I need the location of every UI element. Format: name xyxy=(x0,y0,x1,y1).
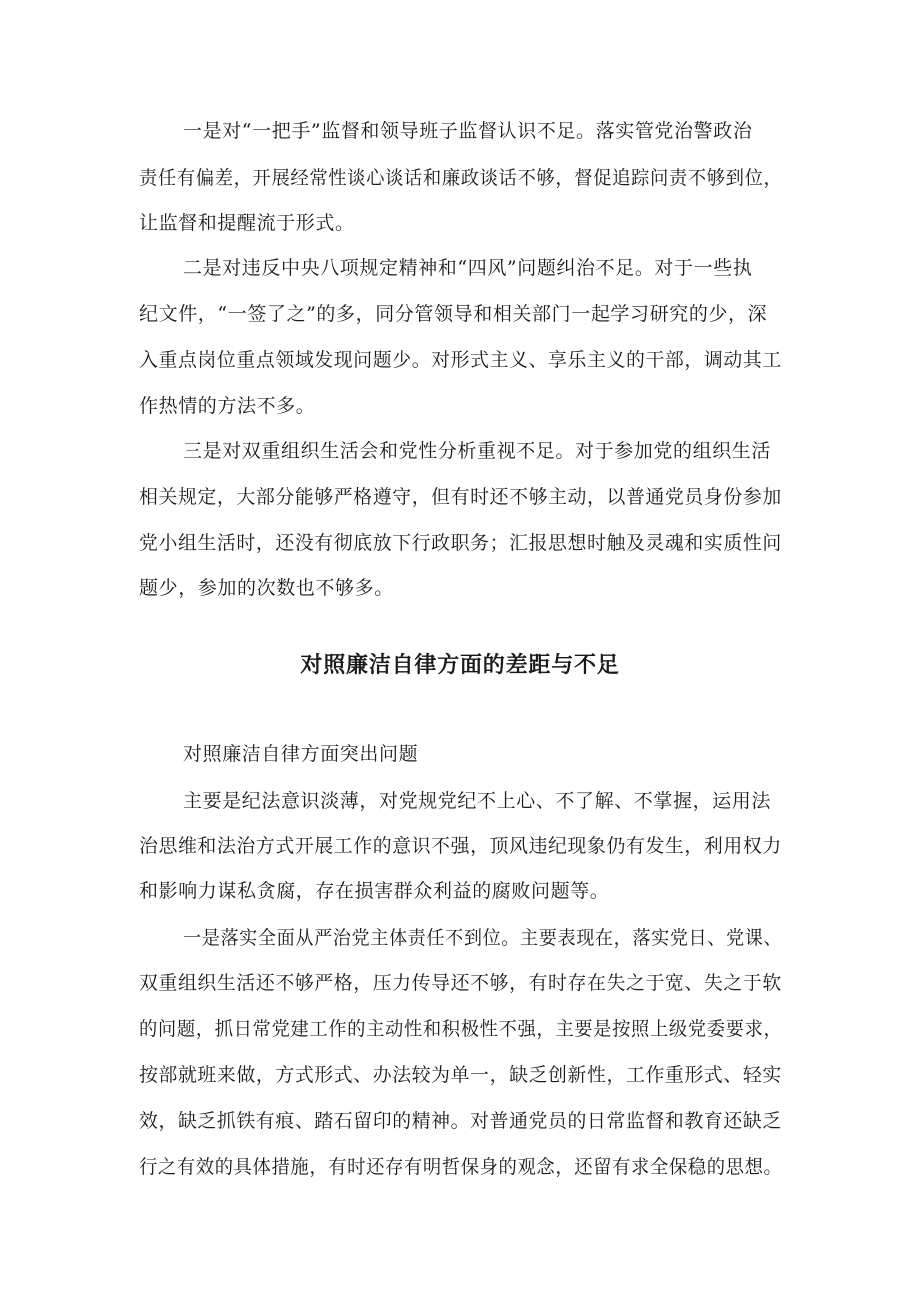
paragraph-line: 双重组织生活还不够严格，压力传导还不够，有时存在失之于宽、失之于软 xyxy=(139,972,782,994)
paragraph-line: 入重点岗位重点领域发现问题少。对形式主义、享乐主义的干部，调动其工 xyxy=(139,349,782,371)
paragraph-line: 的问题，抓日常党建工作的主动性和积极性不强，主要是按照上级党委要求， xyxy=(139,1018,783,1040)
paragraph-line: 一是对“一把手”监督和领导班子监督认识不足。落实管党治警政治 xyxy=(183,120,753,142)
paragraph-line: 治思维和法治方式开展工作的意识不强，顶风违纪现象仍有发生，利用权力 xyxy=(139,835,782,857)
paragraph-line: 二是对违反中央八项规定精神和“四风”问题纠治不足。对于一些执 xyxy=(183,257,753,279)
section-heading: 对照廉洁自律方面的差距与不足 xyxy=(300,653,620,678)
paragraph-line: 一是落实全面从严治党主体责任不到位。主要表现在，落实党日、党课、 xyxy=(183,927,783,949)
paragraph-line: 作热情的方法不多。 xyxy=(139,395,316,417)
paragraph-line: 按部就班来做，方式形式、办法较为单一，缺乏创新性，工作重形式、轻实 xyxy=(139,1064,782,1086)
paragraph-line: 三是对双重组织生活会和党性分析重视不足。对于参加党的组织生活 xyxy=(183,440,772,462)
subheading: 对照廉洁自律方面突出问题 xyxy=(183,743,419,765)
paragraph-line: 行之有效的具体措施，有时还存有明哲保身的观念，还留有求全保稳的思想。 xyxy=(139,1156,783,1178)
paragraph-line: 党小组生活时，还没有彻底放下行政职务；汇报思想时触及灵魂和实质性问 xyxy=(139,532,782,554)
paragraph-line: 让监督和提醒流于形式。 xyxy=(139,212,355,234)
paragraph-line: 题少，参加的次数也不够多。 xyxy=(139,577,394,599)
paragraph-line: 主要是纪法意识淡薄，对党规党纪不上心、不了解、不掌握，运用法 xyxy=(183,790,772,812)
paragraph-line: 和影响力谋私贪腐，存在损害群众利益的腐败问题等。 xyxy=(139,880,610,902)
paragraph-line: 纪文件，“一签了之”的多，同分管领导和相关部门一起学习研究的少，深 xyxy=(139,303,768,325)
paragraph-line: 相关规定，大部分能够严格遵守，但有时还不够主动，以普通党员身份参加 xyxy=(139,486,782,508)
paragraph-line: 责任有偏差，开展经常性谈心谈话和廉政谈话不够，督促追踪问责不够到位， xyxy=(139,167,783,189)
paragraph-line: 效，缺乏抓铁有痕、踏石留印的精神。对普通党员的日常监督和教育还缺乏 xyxy=(139,1110,782,1132)
